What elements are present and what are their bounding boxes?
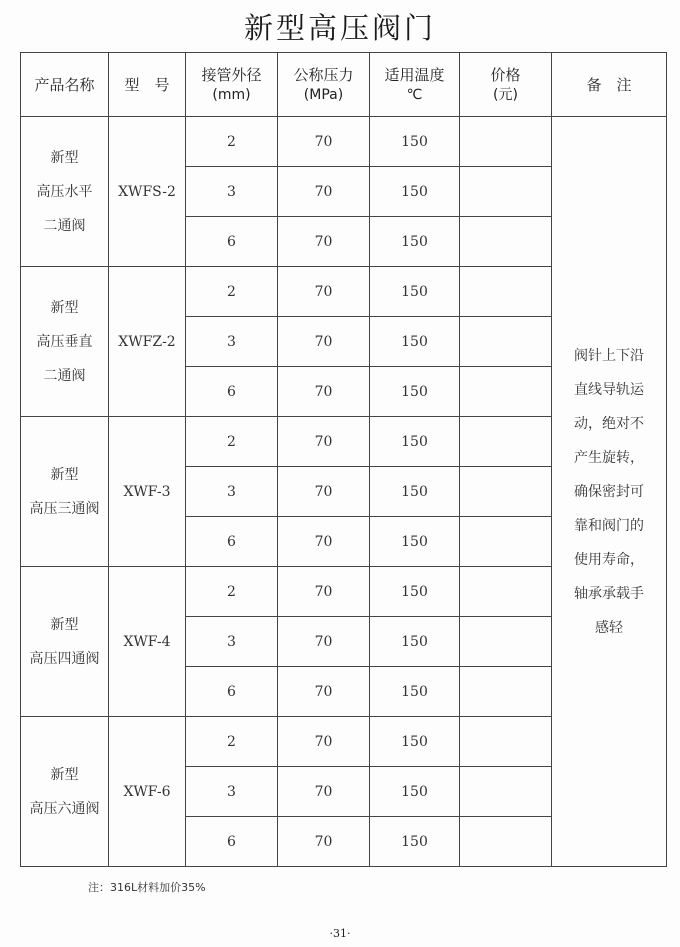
pressure-cell: 70 — [278, 467, 370, 517]
model-cell: XWF-4 — [109, 567, 186, 717]
product-name-line: 高压三通阀 — [29, 500, 100, 517]
pressure-cell: 70 — [278, 717, 370, 767]
header-remarks: 备 注 — [552, 53, 667, 117]
outer-diameter-cell: 6 — [186, 817, 278, 867]
pressure-cell: 70 — [278, 217, 370, 267]
temperature-cell: 150 — [370, 467, 460, 517]
pressure-cell: 70 — [278, 767, 370, 817]
outer-diameter-cell: 3 — [186, 317, 278, 367]
header-model: 型 号 — [109, 53, 186, 117]
remarks-line: 直线导轨运 — [574, 381, 644, 398]
product-name-line: 新型 — [50, 149, 79, 166]
product-name-line: 新型 — [50, 766, 79, 783]
outer-diameter-cell: 6 — [186, 217, 278, 267]
price-cell — [460, 117, 552, 167]
product-name-cell — [21, 117, 109, 267]
temperature-cell: 150 — [370, 567, 460, 617]
price-cell — [460, 567, 552, 617]
footnote: 注：316L材料加价35% — [88, 881, 206, 894]
remarks-line: 动，绝对不 — [574, 415, 644, 432]
model-cell: XWFS-2 — [109, 117, 186, 267]
product-name-line: 新型 — [50, 616, 79, 633]
remarks-line: 确保密封可 — [574, 483, 644, 500]
model-cell: XWF-6 — [109, 717, 186, 867]
product-name-line: 高压水平 — [36, 183, 93, 200]
header-price-label: 价格 — [490, 65, 521, 84]
product-name-line: 新型 — [50, 466, 79, 483]
pressure-cell: 70 — [278, 417, 370, 467]
table-header-row — [21, 53, 667, 117]
pressure-cell: 70 — [278, 517, 370, 567]
table-body — [21, 117, 667, 867]
page-title: 新型高压阀门 — [243, 11, 436, 45]
header-product-name: 产品名称 — [21, 53, 109, 117]
header-price — [460, 53, 552, 117]
pressure-cell: 70 — [278, 317, 370, 367]
product-name-cell — [21, 567, 109, 717]
product-spec-table — [20, 52, 667, 867]
outer-diameter-cell: 2 — [186, 417, 278, 467]
header-pressure — [278, 53, 370, 117]
header-temp-unit: ℃ — [406, 86, 423, 103]
product-name-cell — [21, 267, 109, 417]
header-temperature — [370, 53, 460, 117]
remarks-line: 产生旋转， — [574, 449, 644, 466]
temperature-cell: 150 — [370, 317, 460, 367]
product-name-line: 新型 — [50, 299, 79, 316]
temperature-cell: 150 — [370, 417, 460, 467]
outer-diameter-cell: 6 — [186, 517, 278, 567]
product-name-line: 二通阀 — [43, 367, 86, 384]
outer-diameter-cell: 3 — [186, 167, 278, 217]
outer-diameter-cell: 3 — [186, 467, 278, 517]
outer-diameter-cell: 2 — [186, 117, 278, 167]
price-cell — [460, 717, 552, 767]
temperature-cell: 150 — [370, 267, 460, 317]
temperature-cell: 150 — [370, 167, 460, 217]
price-cell — [460, 617, 552, 667]
pressure-cell: 70 — [278, 567, 370, 617]
table-row — [21, 117, 667, 167]
pressure-cell: 70 — [278, 167, 370, 217]
page-number: ·31· — [329, 927, 351, 940]
temperature-cell: 150 — [370, 667, 460, 717]
outer-diameter-cell: 3 — [186, 767, 278, 817]
price-cell — [460, 767, 552, 817]
outer-diameter-cell: 6 — [186, 667, 278, 717]
temperature-cell: 150 — [370, 617, 460, 667]
outer-diameter-cell: 6 — [186, 367, 278, 417]
temperature-cell: 150 — [370, 717, 460, 767]
remarks-line: 轴承承载手 — [574, 585, 644, 602]
outer-diameter-cell: 2 — [186, 717, 278, 767]
model-cell: XWF-3 — [109, 417, 186, 567]
pressure-cell: 70 — [278, 617, 370, 667]
price-cell — [460, 267, 552, 317]
remarks-line: 使用寿命， — [574, 551, 644, 568]
header-price-unit: (元) — [493, 86, 518, 103]
pressure-cell: 70 — [278, 817, 370, 867]
price-cell — [460, 317, 552, 367]
temperature-cell: 150 — [370, 517, 460, 567]
temperature-cell: 150 — [370, 217, 460, 267]
temperature-cell: 150 — [370, 767, 460, 817]
header-outer-diameter — [186, 53, 278, 117]
product-name-line: 高压垂直 — [36, 333, 93, 350]
temperature-cell: 150 — [370, 817, 460, 867]
header-temp-label: 适用温度 — [384, 65, 445, 84]
header-pressure-unit: (MPa) — [303, 86, 344, 103]
pressure-cell: 70 — [278, 367, 370, 417]
remarks-line: 靠和阀门的 — [574, 517, 644, 534]
outer-diameter-cell: 3 — [186, 617, 278, 667]
remarks-line: 感轻 — [595, 619, 623, 636]
product-name-line: 高压六通阀 — [29, 800, 100, 817]
pressure-cell: 70 — [278, 667, 370, 717]
pressure-cell: 70 — [278, 267, 370, 317]
price-cell — [460, 817, 552, 867]
header-od-unit: (mm) — [212, 86, 251, 103]
remarks-line: 阀针上下沿 — [574, 347, 644, 364]
price-cell — [460, 367, 552, 417]
temperature-cell: 150 — [370, 117, 460, 167]
price-cell — [460, 167, 552, 217]
product-name-cell — [21, 417, 109, 567]
product-name-cell — [21, 717, 109, 867]
price-cell — [460, 517, 552, 567]
price-cell — [460, 417, 552, 467]
price-cell — [460, 667, 552, 717]
outer-diameter-cell: 2 — [186, 567, 278, 617]
product-name-line: 二通阀 — [43, 217, 86, 234]
header-pressure-label: 公称压力 — [293, 65, 354, 84]
outer-diameter-cell: 2 — [186, 267, 278, 317]
header-od-label: 接管外径 — [201, 65, 262, 84]
price-cell — [460, 217, 552, 267]
product-name-line: 高压四通阀 — [29, 650, 100, 667]
price-cell — [460, 467, 552, 517]
pressure-cell: 70 — [278, 117, 370, 167]
model-cell: XWFZ-2 — [109, 267, 186, 417]
remarks-cell — [552, 117, 667, 867]
temperature-cell: 150 — [370, 367, 460, 417]
